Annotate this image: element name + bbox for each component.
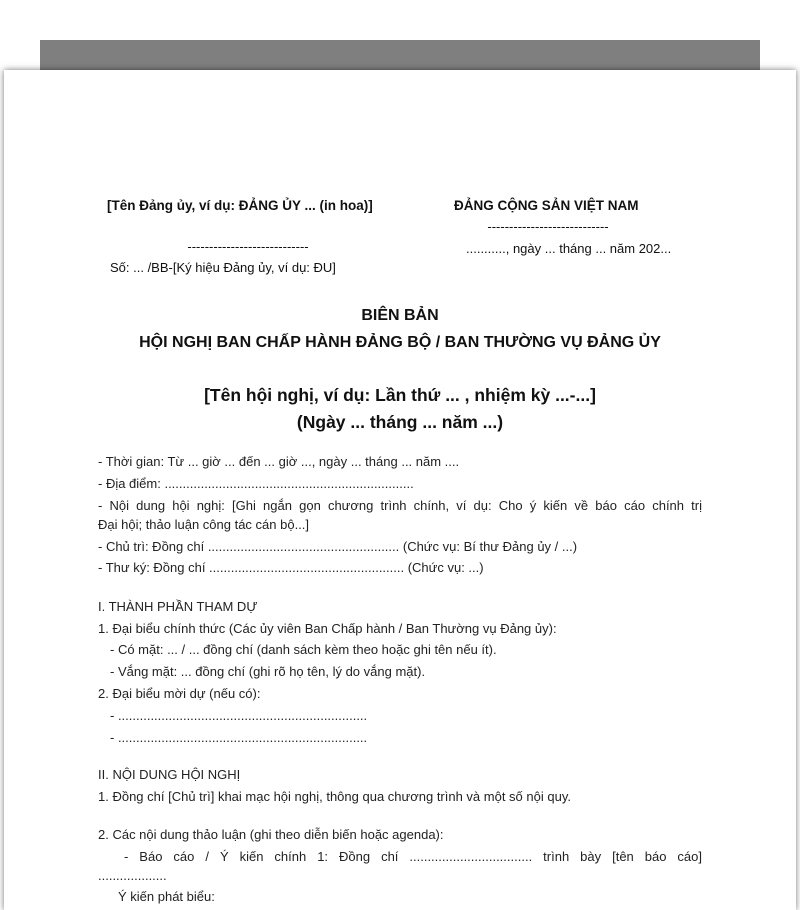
attendance-present: - Có mặt: ... / ... đồng chí (danh sách kèm theo hoặc ghi tên nếu ít).	[110, 642, 497, 657]
info-place: - Địa điểm: .....................................................................	[98, 476, 414, 491]
document-number: Số: ... /BB-[Ký hiệu Đảng ủy, ví dụ: ĐU]	[110, 260, 336, 275]
section-1-heading: I. THÀNH PHẦN THAM DỰ	[98, 599, 258, 614]
report-line-1: - Báo cáo / Ý kiến chính 1: Đồng chí .................................. trình bày [tên báo cáo]	[124, 849, 702, 864]
party-name: ĐẢNG CỘNG SẢN VIỆT NAM	[454, 198, 639, 213]
info-content-line-1: - Nội dung hội nghị: [Ghi ngắn gọn chương trình chính, ví dụ: Cho ý kiến về báo cáo chính trị	[98, 498, 702, 513]
info-secretary: - Thư ký: Đồng chí ...................................................... (Chức vụ: ...)	[98, 560, 484, 575]
guest-line-2: - .....................................................................	[110, 730, 368, 745]
attendance-absent: - Vắng mặt: ... đồng chí (ghi rõ họ tên, lý do vắng mặt).	[110, 664, 426, 679]
report-line-2: ...................	[98, 868, 167, 883]
section-2-item-2: 2. Các nội dung thảo luận (ghi theo diễn biến hoặc agenda):	[98, 827, 444, 842]
party-committee-name: [Tên Đảng ủy, ví dụ: ĐẢNG ỦY ... (in hoa)]	[107, 198, 373, 213]
header-left-divider: ----------------------------	[187, 239, 309, 254]
header-right-divider: ----------------------------	[487, 219, 609, 234]
info-chair: - Chủ trì: Đồng chí ..................................................... (Chức vụ: Bí thư Đảng ủy / ...)	[98, 539, 578, 554]
meeting-date: (Ngày ... tháng ... năm ...)	[296, 412, 504, 432]
meeting-name: [Tên hội nghị, ví dụ: Lần thứ ... , nhiệm kỳ ...-...]	[204, 385, 596, 405]
guest-line-1: - .....................................................................	[110, 708, 368, 723]
place-date: ..........., ngày ... tháng ... năm 202...	[466, 241, 672, 256]
opinions-label: Ý kiến phát biểu:	[118, 889, 215, 904]
section-2-item-1: 1. Đồng chí [Chủ trì] khai mạc hội nghị, thông qua chương trình và một số nội quy.	[98, 789, 571, 804]
document-type-title: BIÊN BẢN	[361, 307, 439, 324]
document-top-bar	[40, 40, 760, 74]
section-1-item-2: 2. Đại biểu mời dự (nếu có):	[98, 686, 261, 701]
section-2-heading: II. NỘI DUNG HỘI NGHỊ	[98, 767, 241, 782]
meeting-title: HỘI NGHỊ BAN CHẤP HÀNH ĐẢNG BỘ / BAN THƯỜNG VỤ ĐẢNG ỦY	[139, 334, 661, 351]
info-time: - Thời gian: Từ ... giờ ... đến ... giờ ..., ngày ... tháng ... năm ....	[98, 454, 460, 469]
section-1-item-1: 1. Đại biểu chính thức (Các ủy viên Ban Chấp hành / Ban Thường vụ Đảng ủy):	[98, 621, 557, 636]
info-content-line-2: Đại hội; thảo luận công tác cán bộ...]	[98, 517, 310, 532]
